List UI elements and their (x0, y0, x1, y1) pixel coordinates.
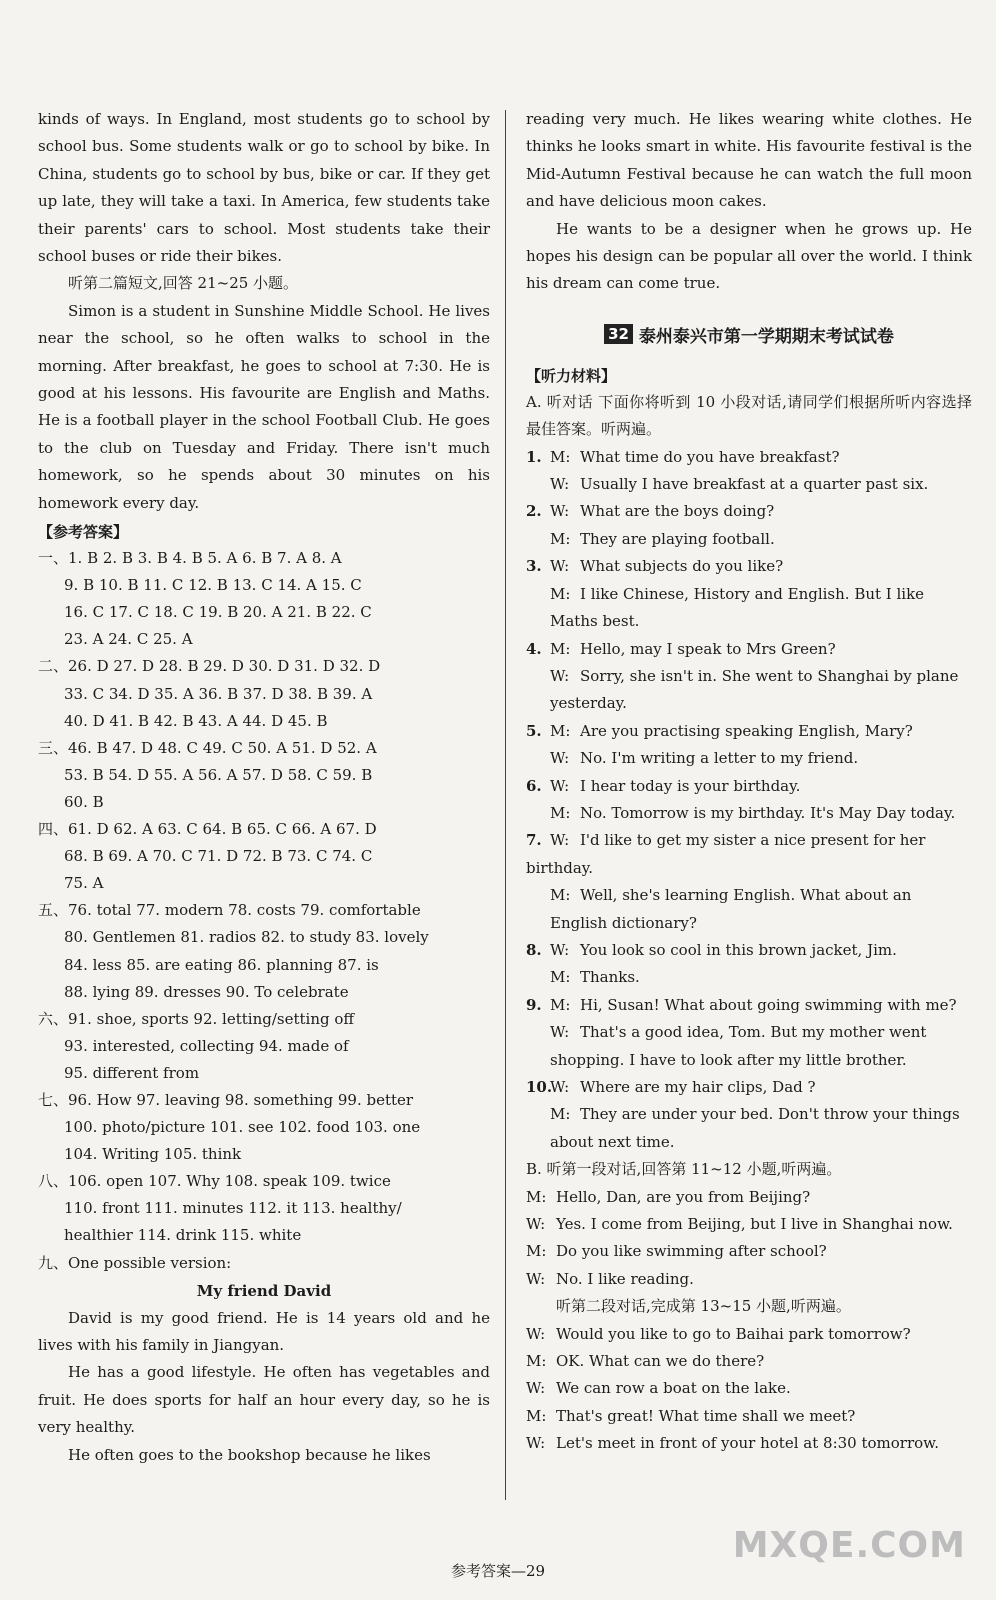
dialogue-line: Well, she's learning English. What about an English dictionary? (550, 886, 912, 932)
dialogue-number: 6. (526, 776, 542, 795)
dialogue-line: Where are my hair clips, Dad ? (580, 1078, 816, 1096)
passage1-end: kinds of ways. In England, most students go to school by school bus. Some students walk or go to school by bike. In China, students go to school by bus, bike or car. If they get up late, they will take a taxi. In America, few students take their parents' cars to school. Most students take their school buses or ride their bikes. (38, 110, 490, 266)
dialogue-line: Do you like swimming after school? (556, 1242, 827, 1261)
dialogue-line: I'd like to get my sister a nice present for her birthday. (526, 831, 926, 877)
passage2-label: 听第二篇短文,回答 21~25 小题。 (68, 274, 299, 293)
dialogue-item (526, 498, 972, 553)
dialogue-line: No. I'm writing a letter to my friend. (580, 749, 859, 768)
dialogue-item (526, 553, 972, 635)
dialogue-item (526, 718, 972, 773)
right-column (526, 106, 972, 1458)
answer-row: 104. Writing 105. think (64, 1145, 242, 1164)
speaker: W: (526, 1269, 546, 1288)
essay-continuation-2: He wants to be a designer when he grows up. He hopes his design can be popular all over the world. I think his dream can come true. (526, 219, 972, 293)
essay-paragraph-3: He often goes to the bookshop because he likes (68, 1445, 431, 1464)
speaker: M: (550, 529, 571, 548)
dialogue-line: Are you practising speaking English, Mary? (580, 721, 913, 740)
speaker: W: (550, 1078, 570, 1096)
dialogue-number: 8. (526, 940, 542, 959)
answer-row: 88. lying 89. dresses 90. To celebrate (64, 982, 349, 1001)
dialogue-row (526, 1184, 972, 1211)
passage2-text: Simon is a student in Sunshine Middle School. He lives near the school, so he often walks to school in the morning. After breakfast, he goes to school at 7:30. He is good at his lessons. His favourite are English and Maths. He is a football player in the school Football Club. He goes to the club on Tuesday and Friday. There isn't much homework, so he spends about 30 minutes on his homework every day. (38, 301, 490, 512)
answers-heading: 【参考答案】 (38, 523, 129, 542)
dialogue-number: 9. (526, 995, 542, 1014)
answer-row: 一、1. B 2. B 3. B 4. B 5. A 6. B 7. A 8. A (38, 549, 342, 568)
part-b2-label: 听第二段对话,完成第 13~15 小题,听两遍。 (556, 1297, 851, 1316)
speaker: M: (526, 1242, 547, 1261)
speaker: W: (550, 776, 570, 795)
dialogue-item (526, 1074, 972, 1156)
dialogue-row (526, 1211, 972, 1238)
dialogue-number: 1. (526, 447, 542, 466)
answer-row: 53. B 54. D 55. A 56. A 57. D 58. C 59. B (64, 765, 373, 784)
dialogue-line: Thanks. (580, 968, 640, 987)
speaker: W: (550, 940, 570, 959)
part-b2-dialogue (526, 1321, 972, 1458)
dialogue-line: Would you like to go to Baihai park tomorrow? (556, 1324, 911, 1343)
speaker: M: (550, 995, 571, 1014)
speaker: W: (550, 749, 570, 768)
answer-row: 60. B (64, 792, 104, 811)
answer-row: 三、46. B 47. D 48. C 49. C 50. A 51. D 52. A (38, 738, 377, 757)
speaker: W: (550, 831, 570, 850)
speaker: M: (550, 447, 571, 466)
essay-title: My friend David (196, 1281, 332, 1300)
dialogue-number: 3. (526, 557, 542, 576)
dialogue-line: Usually I have breakfast at a quarter past six. (580, 475, 929, 494)
column-divider (505, 110, 506, 1500)
speaker: M: (550, 1105, 571, 1124)
speaker: W: (526, 1379, 546, 1398)
dialogue-line: I hear today is your birthday. (580, 776, 801, 795)
speaker: W: (550, 666, 570, 685)
answer-row: 九、One possible version: (38, 1253, 232, 1272)
answer-row: 93. interested, collecting 94. made of (64, 1036, 349, 1055)
answer-row: 95. different from (64, 1063, 200, 1082)
speaker: W: (550, 1023, 570, 1042)
answer-list (38, 545, 490, 1277)
dialogue-item (526, 444, 972, 499)
dialogue-line: Hello, Dan, are you from Beijing? (556, 1187, 811, 1206)
watermark: MXQE.COM (732, 1525, 966, 1566)
dialogue-line: No. I like reading. (556, 1269, 694, 1288)
dialogue-line: Let's meet in front of your hotel at 8:30 tomorrow. (556, 1434, 939, 1453)
answer-row: 二、26. D 27. D 28. B 29. D 30. D 31. D 32. D (38, 657, 381, 676)
dialogue-line: Hello, may I speak to Mrs Green? (580, 639, 836, 658)
left-column (38, 106, 490, 1469)
dialogue-item (526, 773, 972, 828)
dialogue-line: They are under your bed. Don't throw your things about next time. (550, 1105, 960, 1151)
exam-title (526, 322, 972, 347)
speaker: W: (550, 557, 570, 576)
page-footer: 参考答案—29 (450, 1562, 546, 1580)
answer-row: 33. C 34. D 35. A 36. B 37. D 38. B 39. A (64, 684, 373, 703)
dialogue-line: They are playing football. (580, 529, 775, 548)
dialogue-line: Yes. I come from Beijing, but I live in Shanghai now. (556, 1215, 953, 1234)
speaker: M: (526, 1406, 547, 1425)
answer-row: 9. B 10. B 11. C 12. B 13. C 14. A 15. C (64, 576, 362, 595)
dialogue-line: I like Chinese, History and English. But I like Maths best. (550, 584, 925, 631)
speaker: W: (550, 502, 570, 521)
dialogue-line: That's a good idea, Tom. But my mother went shopping. I have to look after my little brother. (550, 1023, 927, 1069)
speaker: W: (550, 475, 570, 494)
answer-row: 23. A 24. C 25. A (64, 630, 193, 649)
part-b-dialogue (526, 1184, 972, 1294)
answer-row: 75. A (64, 874, 104, 893)
dialogue-item (526, 992, 972, 1074)
listening-heading: 【听力材料】 (526, 366, 617, 385)
exam-number-badge: 32 (604, 324, 633, 344)
dialogue-row (526, 1375, 972, 1402)
speaker: M: (550, 803, 571, 822)
answer-row: 四、61. D 62. A 63. C 64. B 65. C 66. A 67. D (38, 820, 377, 839)
dialogue-line: What subjects do you like? (580, 557, 784, 576)
speaker: M: (550, 584, 571, 603)
dialogue-line: What are the boys doing? (580, 502, 775, 521)
dialogue-line: Hi, Susan! What about going swimming with me? (580, 995, 957, 1014)
speaker: M: (526, 1352, 547, 1371)
speaker: M: (550, 968, 571, 987)
dialogue-row (526, 1321, 972, 1348)
dialogue-number: 5. (526, 721, 542, 740)
answer-row: 40. D 41. B 42. B 43. A 44. D 45. B (64, 711, 328, 730)
dialogue-item (526, 827, 972, 937)
exam-title-text: 泰州泰兴市第一学期期末考试试卷 (638, 326, 894, 347)
speaker: M: (550, 639, 571, 658)
answer-row: 16. C 17. C 18. C 19. B 20. A 21. B 22. C (64, 603, 372, 622)
answer-row: 68. B 69. A 70. C 71. D 72. B 73. C 74. C (64, 847, 373, 866)
essay-continuation-1: reading very much. He likes wearing white clothes. He thinks he looks smart in white. His favourite festival is the Mid-Autumn Festival because he can watch the full moon and have delicious moon cakes. (526, 110, 972, 211)
dialogue-number: 4. (526, 639, 542, 658)
answer-row: 80. Gentlemen 81. radios 82. to study 83. lovely (64, 928, 429, 947)
dialogue-row (526, 1430, 972, 1457)
dialogue-line: Sorry, she isn't in. She went to Shanghai by plane yesterday. (550, 666, 959, 713)
essay-paragraph-2: He has a good lifestyle. He often has vegetables and fruit. He does sports for half an hour every day, so he is very healthy. (38, 1363, 490, 1437)
speaker: W: (526, 1324, 546, 1343)
answer-row: 100. photo/picture 101. see 102. food 103. one (64, 1118, 421, 1137)
answer-row: 六、91. shoe, sports 92. letting/setting off (38, 1009, 355, 1028)
dialogue-row (526, 1348, 972, 1375)
dialogue-line: OK. What can we do there? (556, 1352, 765, 1371)
dialogue-number: 10. (526, 1078, 553, 1096)
dialogue-line: That's great! What time shall we meet? (556, 1406, 856, 1425)
answer-row: 五、76. total 77. modern 78. costs 79. comfortable (38, 901, 421, 920)
dialogue-row (526, 1403, 972, 1430)
speaker: M: (550, 721, 571, 740)
answer-row: 八、106. open 107. Why 108. speak 109. twice (38, 1172, 391, 1191)
dialogue-line: We can row a boat on the lake. (556, 1379, 791, 1398)
speaker: W: (526, 1434, 546, 1453)
dialogue-line: You look so cool in this brown jacket, Jim. (580, 940, 897, 959)
dialogue-row (526, 1266, 972, 1293)
speaker: W: (526, 1215, 546, 1234)
dialogue-number: 2. (526, 502, 542, 521)
speaker: M: (526, 1187, 547, 1206)
dialogue-line: What time do you have breakfast? (580, 447, 840, 466)
part-a-intro: A. 听对话 下面你将听到 10 小段对话,请同学们根据所听内容选择最佳答案。听两遍。 (526, 392, 972, 439)
dialogue-line: No. Tomorrow is my birthday. It's May Day today. (580, 803, 956, 822)
part-b-label: B. 听第一段对话,回答第 11~12 小题,听两遍。 (526, 1160, 842, 1179)
essay-paragraph-1: David is my good friend. He is 14 years old and he lives with his family in Jiangyan. (38, 1308, 490, 1355)
dialogue-number: 7. (526, 831, 542, 850)
dialogue-item (526, 937, 972, 992)
answer-row: 84. less 85. are eating 86. planning 87. is (64, 955, 379, 974)
answer-row: healthier 114. drink 115. white (64, 1226, 302, 1245)
speaker: M: (550, 886, 571, 905)
dialogue-row (526, 1238, 972, 1265)
dialogue-list (526, 444, 972, 1157)
answer-row: 110. front 111. minutes 112. it 113. healthy/ (64, 1199, 402, 1218)
dialogue-item (526, 636, 972, 718)
answer-row: 七、96. How 97. leaving 98. something 99. better (38, 1090, 414, 1109)
